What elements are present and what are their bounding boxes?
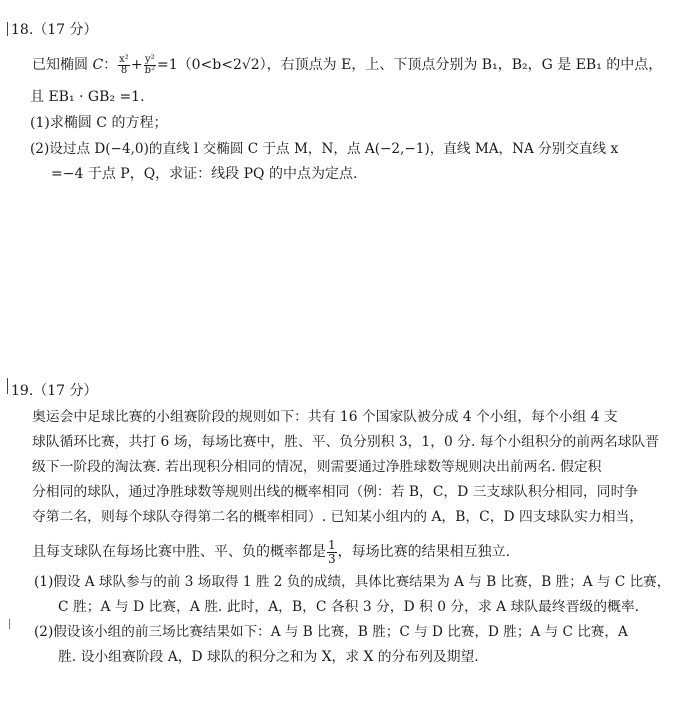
q18-text: 已知椭圆 bbox=[32, 57, 93, 73]
q18-fraction-x bbox=[118, 55, 130, 76]
q18-colon: ： bbox=[103, 57, 118, 73]
q19-heading: 19.（17 分） bbox=[11, 383, 98, 399]
q19-part-1-line-2: C 胜；A 与 D 比赛，A 胜. 此时，A，B，C 各积 3 分，D 积 0 分，求 A 球队最终晋级的概率. bbox=[58, 599, 640, 615]
q19-text-line-2: 球队循环比赛，共打 6 场，每场比赛中，胜、平、负分别积 3，1，0 分. 每个小组积分的前两名球队晋 bbox=[32, 434, 660, 450]
q19-part-1-line-1: (1)假设 A 球队参与的前 3 场取得 1 胜 2 负的成绩，具体比赛结果为 A 与 B 比赛，B 胜；A 与 C 比赛， bbox=[34, 574, 671, 590]
fraction-numerator: x² bbox=[119, 53, 129, 65]
fraction-denominator: b² bbox=[144, 64, 155, 76]
q19-text: 且每支球队在每场比赛中胜、平、负的概率都是 bbox=[32, 544, 326, 560]
q18-heading: 18.（17 分） bbox=[11, 22, 98, 38]
q18-part-2-line-2: =−4 于点 P，Q，求证：线段 PQ 的中点为定点. bbox=[51, 166, 358, 182]
q18-part-2-line-1: (2)设过点 D(−4,0)的直线 l 交椭圆 C 于点 M，N，点 A(−2,−1)，直线 MA，NA 分别交直线 x bbox=[30, 141, 619, 157]
q19-text: ，每场比赛的结果相互独立. bbox=[337, 544, 511, 560]
q19-text-line-6 bbox=[32, 537, 510, 567]
q18-line-1 bbox=[32, 50, 662, 80]
q19-text-line-4: 分相同的球队，通过净胜球数等规则出线的概率相同（例：若 B，C，D 三支球队积分相同，同时争 bbox=[32, 484, 639, 500]
q18-text-rest: =1（0<b<2√2），右顶点为 E，上、下顶点分别为 B₁，B₂，G 是 EB₁ 的中点， bbox=[156, 57, 663, 73]
margin-mark bbox=[7, 378, 8, 394]
q19-text-line-5: 夺第二名，则每个球队夺得第二名的概率相同）. 已知某小组内的 A，B，C，D 四支球队实力相当， bbox=[32, 509, 644, 525]
margin-mark bbox=[9, 619, 10, 629]
q18-fraction-y bbox=[144, 55, 156, 76]
q18-ellipse-name: C bbox=[92, 57, 104, 73]
q19-text-line-1: 奥运会中足球比赛的小组赛阶段的规则如下：共有 16 个国家队被分成 4 个小组，每个小组 4 支 bbox=[32, 409, 618, 425]
fraction-denominator: 8 bbox=[120, 64, 128, 76]
q19-part-2-line-2: 胜. 设小组赛阶段 A，D 球队的积分之和为 X，求 X 的分布列及期望. bbox=[58, 649, 479, 665]
q18-line-2: 且 EB₁ · GB₂ =1. bbox=[30, 89, 145, 105]
q18-plus: + bbox=[130, 57, 143, 73]
margin-mark bbox=[7, 22, 8, 36]
fraction-numerator: 1 bbox=[328, 537, 336, 552]
fraction-numerator: y² bbox=[144, 53, 155, 65]
q19-part-2-line-1: (2)假设该小组的前三场比赛结果如下：A 与 B 比赛，B 胜；C 与 D 比赛，D 胜；A 与 C 比赛，A bbox=[34, 624, 628, 640]
q19-fraction-one-third bbox=[327, 539, 337, 566]
q19-text-line-3: 级下一阶段的淘汰赛. 若出现积分相同的情况，则需要通过净胜球数等规则决出前两名. 假定积 bbox=[32, 459, 602, 475]
fraction-denominator: 3 bbox=[328, 551, 336, 566]
q18-part-1: (1)求椭圆 C 的方程； bbox=[30, 115, 168, 131]
